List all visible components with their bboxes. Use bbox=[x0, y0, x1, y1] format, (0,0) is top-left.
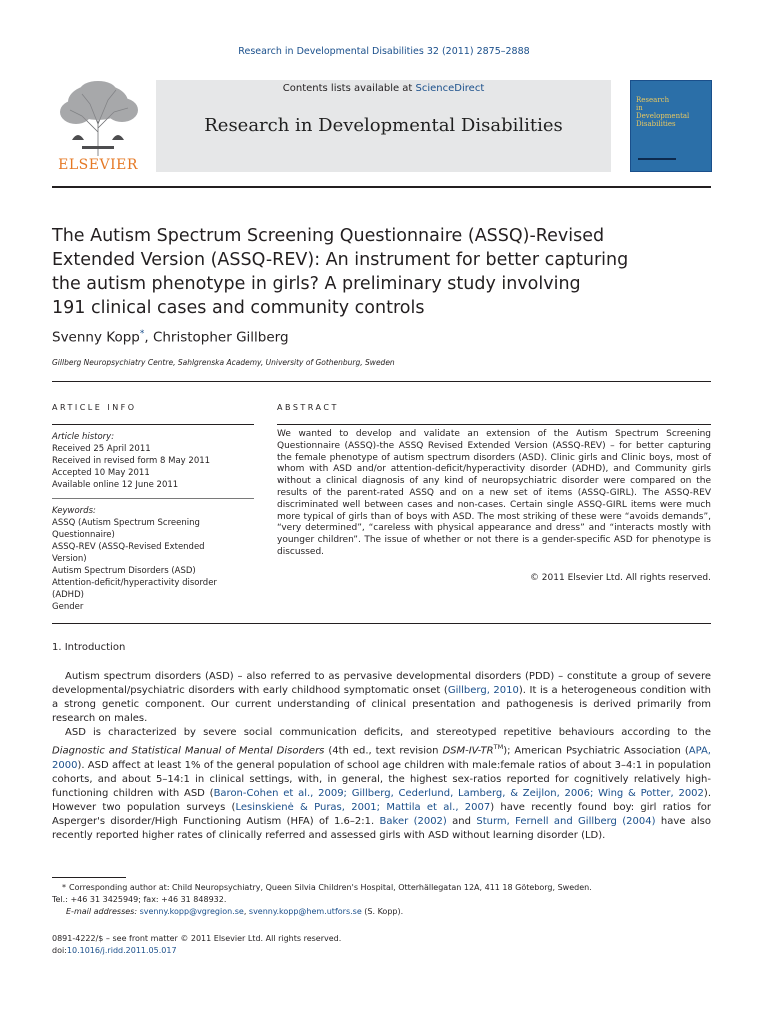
email-link[interactable]: svenny.kopp@hem.utfors.se bbox=[248, 907, 362, 916]
footnote-line bbox=[66, 906, 711, 918]
trademark-mark: TM bbox=[493, 743, 504, 752]
text-run: Autism spectrum disorders (ASD) – also referred to as pervasive developmental disorders (PDD) – constitute a group of severe developmental/psychiatric disorders with early childhood symptomatic onset ( bbox=[52, 671, 711, 697]
header-rule bbox=[52, 186, 711, 188]
footnote-line bbox=[52, 894, 711, 906]
author-name: Svenny Kopp bbox=[52, 329, 140, 346]
section-rule bbox=[52, 381, 711, 382]
journal-citation-link[interactable]: Research in Developmental Disabilities 32 (2011) 2875–2888 bbox=[238, 46, 530, 57]
keyword: ASSQ (Autism Spectrum Screening bbox=[52, 518, 200, 528]
keyword: Version) bbox=[52, 554, 87, 564]
footnote-text: Corresponding author at: Child Neuropsychiatry, Queen Silvia Children's Hospital, Otterhällegatan 12A, 411 18 Göteborg, Sweden. bbox=[69, 883, 592, 892]
keyword: Autism Spectrum Disorders (ASD) bbox=[52, 566, 196, 576]
history-item: Accepted 10 May 2011 bbox=[52, 468, 150, 478]
doi-line bbox=[52, 945, 341, 957]
article-title bbox=[52, 224, 692, 320]
cover-title bbox=[636, 96, 706, 128]
article-history bbox=[52, 431, 254, 491]
title-line: the autism phenotype in girls? A preliminary study involving bbox=[52, 274, 581, 294]
text-run: (4th ed., text revision bbox=[324, 745, 443, 757]
tree-icon bbox=[52, 80, 144, 158]
contents-line bbox=[156, 83, 611, 94]
email-separator: , bbox=[243, 907, 249, 916]
abstract-rule bbox=[277, 424, 711, 425]
introduction-body bbox=[52, 670, 711, 843]
keywords bbox=[52, 505, 254, 613]
text-run: ). However two population surveys ( bbox=[52, 788, 712, 814]
section-heading-introduction: 1. Introduction bbox=[52, 642, 126, 653]
keyword: Gender bbox=[52, 602, 84, 612]
doi-link[interactable]: 10.1016/j.ridd.2011.05.017 bbox=[66, 946, 177, 955]
keyword: Attention-deficit/hyperactivity disorder bbox=[52, 578, 217, 588]
citation-link[interactable]: Lesinskienė & Puras, 2001; Mattila et al., 2007 bbox=[235, 802, 491, 814]
keywords-heading: Keywords: bbox=[52, 506, 96, 516]
author-name: Christopher Gillberg bbox=[152, 329, 289, 346]
paragraph bbox=[52, 670, 711, 726]
abstract-text: We wanted to develop and validate an extension of the Autism Spectrum Screening Questionnaire (ASSQ)-the ASSQ Revised Extended Version (ASSQ-REV) – for better capturing the female phenotype of autism spectrum disorders (ASD). Clinic girls and Clinic boys, most of whom with ASD and/or attention-deficit/hyperactivity disorder (ADHD), and Community girls without a clinical diagnosis of any kind of neuropsychiatric disorder were compared on the results of the parent-rated ASSQ and on a new set of items (ASSQ-GIRL). The ASSQ-REV discriminated well between cases and non-cases. Certain single ASSQ-GIRL items were much more typical of girls than of boys with ASD. The most striking of these were “avoids demands”, “very determined”, “careless with physical appearance and dress” and “interacts mostly with younger children”. The issue of whether or not there is a gender-specific ASD for phenotype is discussed. bbox=[277, 429, 711, 557]
history-item: Available online 12 June 2011 bbox=[52, 480, 179, 490]
abstract-end-rule bbox=[52, 623, 711, 624]
author-separator: , bbox=[144, 329, 153, 346]
front-matter-line: 0891-4222/$ – see front matter © 2011 Elsevier Ltd. All rights reserved. bbox=[52, 934, 342, 943]
paragraph bbox=[52, 726, 711, 843]
elsevier-wordmark: ELSEVIER bbox=[58, 157, 138, 173]
corresponding-footnote bbox=[52, 882, 711, 918]
footnote-text: Tel.: +46 31 3425949; fax: +46 31 848932. bbox=[52, 895, 227, 904]
cover-line: Research bbox=[636, 96, 670, 104]
email-label: E-mail addresses: bbox=[66, 907, 138, 916]
history-item: Received in revised form 8 May 2011 bbox=[52, 456, 211, 466]
text-run-italic: Diagnostic and Statistical Manual of Mental Disorders bbox=[52, 745, 325, 757]
citation-link[interactable]: Gillberg, 2010 bbox=[447, 685, 519, 697]
front-matter bbox=[52, 933, 341, 957]
article-info-heading: ARTICLE INFO bbox=[52, 403, 137, 412]
text-run-italic: DSM-IV-TR bbox=[442, 745, 494, 757]
abstract-heading: ABSTRACT bbox=[277, 403, 339, 412]
cover-line: in bbox=[636, 104, 643, 112]
abstract-copyright: © 2011 Elsevier Ltd. All rights reserved. bbox=[529, 573, 711, 583]
author-list bbox=[52, 329, 289, 346]
citation-link[interactable]: Sturm, Fernell and Gillberg (2004) bbox=[476, 816, 656, 828]
footnote-mark: * bbox=[62, 883, 66, 892]
history-heading: Article history: bbox=[52, 432, 115, 442]
email-link[interactable]: svenny.kopp@vgregion.se bbox=[139, 907, 244, 916]
article-info-rule bbox=[52, 424, 254, 425]
keyword: ASSQ-REV (ASSQ-Revised Extended bbox=[52, 542, 205, 552]
title-line: Extended Version (ASSQ-REV): An instrument for better capturing bbox=[52, 250, 629, 270]
citation-link[interactable]: Baker (2002) bbox=[379, 816, 447, 828]
text-run: ). ASD affect at least 1% of the general population of school age children with male:female ratios of about 3–4:1 in population cohorts, and about 5–14:1 in clinical settings, with, in general, the highest sex-ratios reported for cognitively relatively high-functioning children with ASD ( bbox=[52, 759, 711, 800]
cover-line: Developmental bbox=[636, 112, 690, 120]
footnote-rule bbox=[52, 877, 126, 878]
sciencedirect-link[interactable]: ScienceDirect bbox=[415, 83, 485, 94]
text-run: and bbox=[446, 816, 477, 828]
citation-link[interactable]: APA, 2000 bbox=[52, 745, 711, 771]
doi-label: doi: bbox=[52, 946, 67, 955]
text-run: ASD is characterized by severe social communication deficits, and stereotyped repetitive behaviours according to the bbox=[65, 727, 711, 739]
keyword: (ADHD) bbox=[52, 590, 84, 600]
title-line: 191 clinical cases and community controls bbox=[52, 298, 425, 318]
contents-prefix: Contents lists available at bbox=[282, 83, 416, 94]
cover-bar bbox=[638, 158, 676, 160]
article-info-divider bbox=[52, 498, 254, 499]
keyword: Questionnaire) bbox=[52, 530, 115, 540]
affiliation: Gillberg Neuropsychiatry Centre, Sahlgrenska Academy, University of Gothenburg, Sweden bbox=[52, 358, 395, 367]
text-run: ) have recently found boy: girl ratios for Asperger's disorder/High Functioning Autism (HFA) of 1.6–2:1. bbox=[52, 802, 711, 828]
citation-link[interactable]: Baron-Cohen et al., 2009; Gillberg, Cederlund, Lamberg, & Zeijlon, 2006; Wing & Potter, 2002 bbox=[213, 788, 704, 800]
text-run: ); American Psychiatric Association ( bbox=[503, 745, 689, 757]
footnote-text: (S. Kopp). bbox=[361, 907, 404, 916]
title-line: The Autism Spectrum Screening Questionnaire (ASSQ)-Revised bbox=[52, 226, 605, 246]
text-run: have also recently reported higher rates of clinically referred and assessed girls with ASD without learning disorder (LD). bbox=[52, 816, 711, 842]
text-run: ). It is a heterogeneous condition with a strong genetic component. Our current understanding of clinical presentation and pathogenesis is derived primarily from research on males. bbox=[52, 685, 711, 725]
history-item: Received 25 April 2011 bbox=[52, 444, 151, 454]
corresponding-author-mark[interactable]: * bbox=[139, 329, 145, 339]
footnote-line bbox=[52, 882, 711, 894]
cover-line: Disabilities bbox=[636, 120, 676, 128]
journal-title: Research in Developmental Disabilities bbox=[204, 115, 563, 136]
